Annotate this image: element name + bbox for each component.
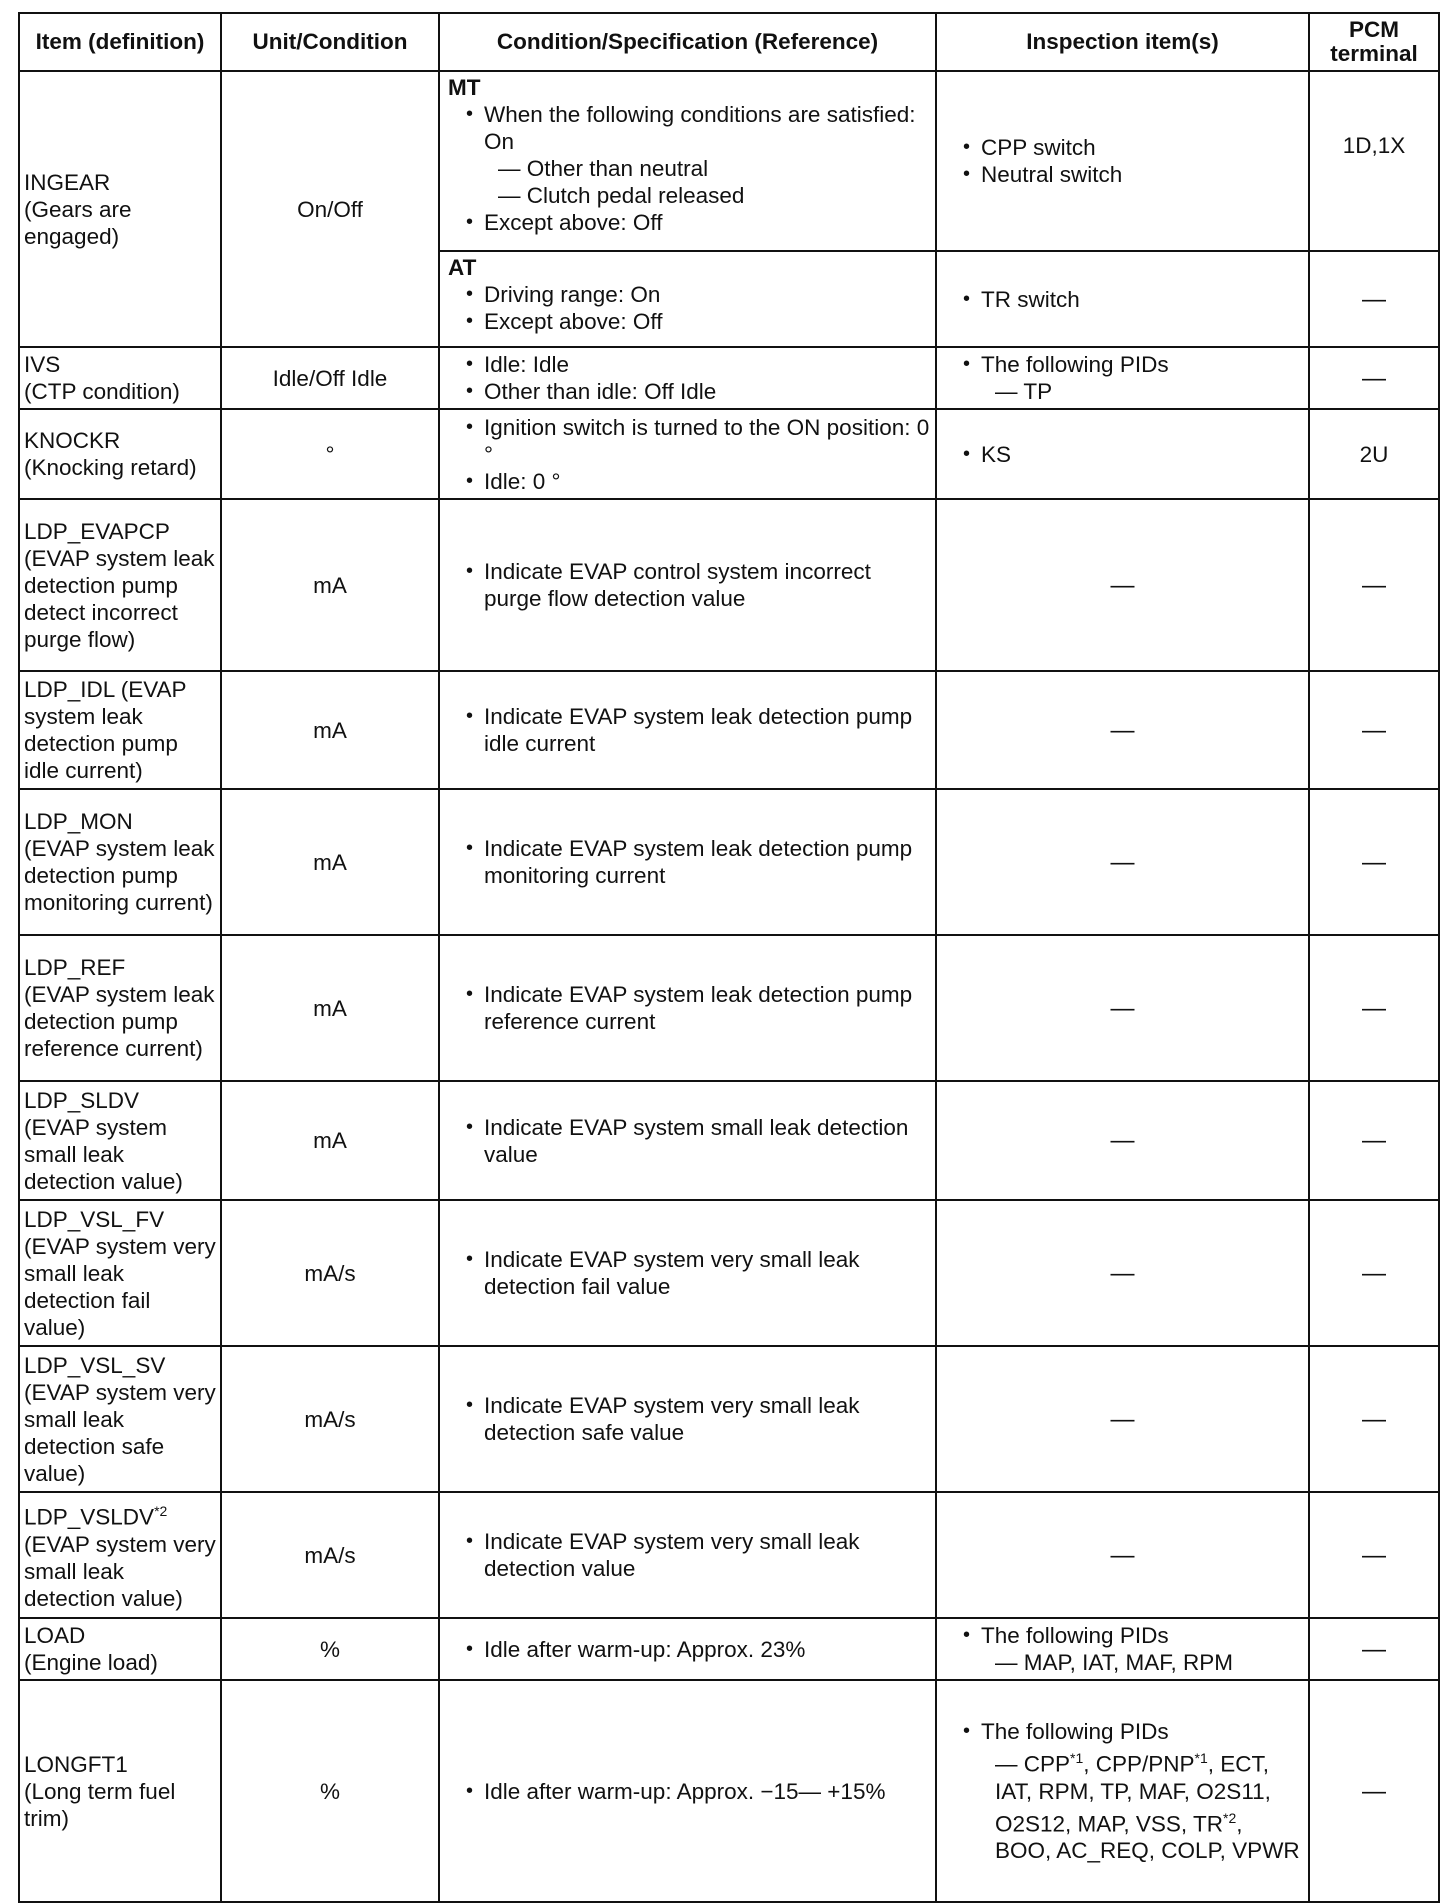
terminal-cell: — — [1309, 347, 1439, 409]
condition-cell: • Idle after warm-up: Approx. −15— +15% — [439, 1680, 936, 1902]
inspection-cell: • The following PIDs — CPP$^{*1}$, CPP/PNP$^{*1}$, ECT, IAT, RPM, TP, MAF, O2S11, O2S12, MAP, VSS, TR$^{*2}$, BOO, AC_REQ, COLP, VPWR — [936, 1680, 1309, 1902]
header-row — [19, 13, 1439, 71]
unit-cell: mA — [221, 499, 439, 671]
inspection-cell: — — [936, 1346, 1309, 1492]
header-item: Item (definition) — [19, 13, 221, 71]
table-row — [19, 71, 1439, 251]
table-row — [19, 935, 1439, 1081]
terminal-cell: — — [1309, 1081, 1439, 1200]
item-cell: LDP_VSL_SV (EVAP system very small leak detection safe value) — [19, 1346, 221, 1492]
terminal-cell: — — [1309, 251, 1439, 347]
table-row — [19, 1680, 1439, 1902]
terminal-cell: 2U — [1309, 409, 1439, 499]
inspection-cell: — — [936, 1200, 1309, 1346]
terminal-cell: — — [1309, 499, 1439, 671]
condition-cell: • Indicate EVAP system leak detection pump idle current — [439, 671, 936, 789]
item-cell: INGEAR (Gears are engaged) — [19, 71, 221, 347]
terminal-cell: 1D,1X — [1309, 71, 1439, 251]
condition-cell: • Indicate EVAP system leak detection pump monitoring current — [439, 789, 936, 935]
terminal-cell: — — [1309, 1346, 1439, 1492]
table-row — [19, 671, 1439, 789]
condition-cell: • Idle: Idle • Other than idle: Off Idle — [439, 347, 936, 409]
item-cell: LDP_VSLDV$^{*2}$ (EVAP system very small leak detection value) — [19, 1492, 221, 1618]
condition-cell: • Indicate EVAP system small leak detection value — [439, 1081, 936, 1200]
table-row — [19, 409, 1439, 499]
condition-cell: • Indicate EVAP system very small leak detection value — [439, 1492, 936, 1618]
item-cell: LDP_VSL_FV (EVAP system very small leak detection fail value) — [19, 1200, 221, 1346]
inspection-cell: • TR switch — [936, 251, 1309, 347]
condition-cell: • Indicate EVAP system leak detection pump reference current — [439, 935, 936, 1081]
terminal-cell: — — [1309, 935, 1439, 1081]
table-row — [19, 499, 1439, 671]
header-inspection: Inspection item(s) — [936, 13, 1309, 71]
condition-cell: MT • When the following conditions are satisfied: On — Other than neutral — Clutch pedal released • Except above: Off — [439, 71, 936, 251]
item-cell: LDP_EVAPCP (EVAP system leak detection pump detect incorrect purge flow) — [19, 499, 221, 671]
inspection-cell: — — [936, 671, 1309, 789]
terminal-cell: — — [1309, 1200, 1439, 1346]
unit-cell: mA — [221, 935, 439, 1081]
unit-cell: Idle/Off Idle — [221, 347, 439, 409]
unit-cell: mA/s — [221, 1346, 439, 1492]
condition-cell: • Indicate EVAP system very small leak detection safe value — [439, 1346, 936, 1492]
pid-spec-table — [18, 12, 1440, 1903]
inspection-cell: — — [936, 1081, 1309, 1200]
item-cell: KNOCKR (Knocking retard) — [19, 409, 221, 499]
condition-cell: • Indicate EVAP system very small leak detection fail value — [439, 1200, 936, 1346]
unit-cell: mA — [221, 671, 439, 789]
inspection-cell: — — [936, 789, 1309, 935]
table-row — [19, 789, 1439, 935]
unit-cell: mA/s — [221, 1200, 439, 1346]
condition-cell: • Idle after warm-up: Approx. 23% — [439, 1618, 936, 1680]
unit-cell: On/Off — [221, 71, 439, 347]
table-row — [19, 347, 1439, 409]
terminal-cell: — — [1309, 789, 1439, 935]
item-cell: LDP_SLDV (EVAP system small leak detection value) — [19, 1081, 221, 1200]
terminal-cell: — — [1309, 671, 1439, 789]
inspection-cell: — — [936, 935, 1309, 1081]
condition-cell: AT • Driving range: On • Except above: Off — [439, 251, 936, 347]
terminal-cell: — — [1309, 1492, 1439, 1618]
item-cell: LDP_MON (EVAP system leak detection pump monitoring current) — [19, 789, 221, 935]
inspection-cell: • KS — [936, 409, 1309, 499]
unit-cell: mA/s — [221, 1492, 439, 1618]
condition-cell: • Indicate EVAP control system incorrect purge flow detection value — [439, 499, 936, 671]
spec-table-page — [18, 12, 1438, 1903]
table-row — [19, 1200, 1439, 1346]
table-row — [19, 1346, 1439, 1492]
item-cell: IVS (CTP condition) — [19, 347, 221, 409]
item-cell: LOAD (Engine load) — [19, 1618, 221, 1680]
inspection-cell: — — [936, 499, 1309, 671]
table-row — [19, 1492, 1439, 1618]
inspection-cell: • The following PIDs — TP — [936, 347, 1309, 409]
unit-cell: ° — [221, 409, 439, 499]
item-cell: LDP_REF (EVAP system leak detection pump reference current) — [19, 935, 221, 1081]
table-row — [19, 1618, 1439, 1680]
terminal-cell: — — [1309, 1618, 1439, 1680]
item-cell: LONGFT1 (Long term fuel trim) — [19, 1680, 221, 1902]
inspection-cell: — — [936, 1492, 1309, 1618]
header-unit: Unit/Condition — [221, 13, 439, 71]
table-row — [19, 1081, 1439, 1200]
header-condition: Condition/Specification (Reference) — [439, 13, 936, 71]
terminal-cell: — — [1309, 1680, 1439, 1902]
unit-cell: % — [221, 1618, 439, 1680]
item-cell: LDP_IDL (EVAP system leak detection pump idle current) — [19, 671, 221, 789]
unit-cell: % — [221, 1680, 439, 1902]
inspection-cell: • CPP switch • Neutral switch — [936, 71, 1309, 251]
unit-cell: mA — [221, 1081, 439, 1200]
condition-cell: • Ignition switch is turned to the ON position: 0 ° • Idle: 0 ° — [439, 409, 936, 499]
header-terminal: PCM terminal — [1309, 13, 1439, 71]
unit-cell: mA — [221, 789, 439, 935]
inspection-cell: • The following PIDs — MAP, IAT, MAF, RPM — [936, 1618, 1309, 1680]
